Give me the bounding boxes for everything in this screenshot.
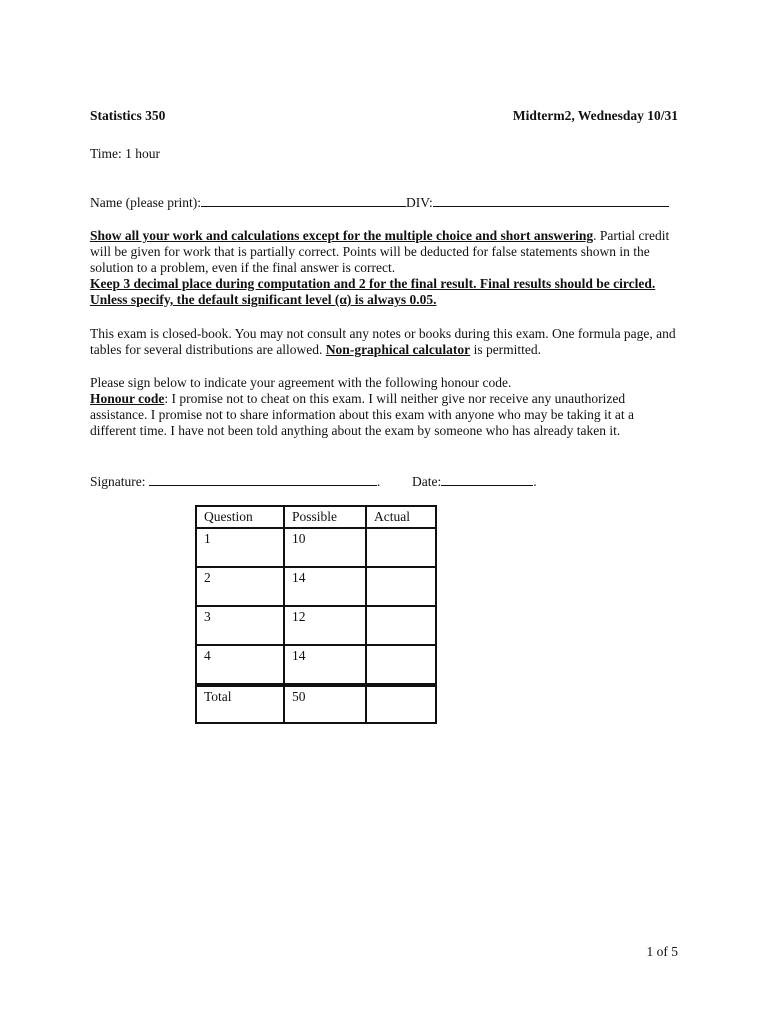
honour-text: : I promise not to cheat on this exam. I will neither give nor receive any unauthorized assistance. I promise not to share information about this exam with anyone who may be taking it at a different time. I have not been told anything about the exam by someone who has already taken it. — [90, 391, 634, 438]
decimal-instruction: Keep 3 decimal place during computation and 2 for the final result. Final results should be circled. — [90, 276, 656, 291]
header-possible: Possible — [284, 506, 366, 528]
actual-cell[interactable] — [366, 606, 436, 645]
date-dot: . — [533, 474, 537, 489]
significance-instruction: Unless specify, the default significant level (α) is always 0.05. — [90, 292, 437, 307]
page-number: 1 of 5 — [646, 944, 678, 959]
signature-row — [90, 473, 380, 490]
total-possible-cell: 50 — [284, 685, 366, 723]
div-blank[interactable] — [433, 194, 669, 207]
name-div-row — [90, 194, 680, 211]
show-work-instruction: Show all your work and calculations except for the multiple choice and short answering — [90, 228, 594, 243]
instructions-block — [90, 228, 678, 308]
date-label: Date: — [412, 474, 442, 489]
calculator-rule: Non-graphical calculator — [325, 342, 471, 357]
possible-cell: 10 — [284, 528, 366, 567]
question-cell: 1 — [196, 528, 284, 567]
actual-cell[interactable] — [366, 528, 436, 567]
possible-cell: 12 — [284, 606, 366, 645]
honour-section — [90, 375, 678, 439]
total-row — [196, 685, 436, 723]
exam-rules — [90, 326, 678, 358]
score-table — [195, 505, 437, 724]
signature-blank[interactable] — [149, 473, 377, 486]
table-row — [196, 606, 436, 645]
signature-dot: . — [376, 474, 381, 489]
total-actual-cell[interactable] — [366, 685, 436, 723]
closed-book-text: This exam is closed-book. You may not consult any notes or books during this exam. One formula page, and tables for several distributions are allowed. — [90, 326, 676, 357]
honour-intro: Please sign below to indicate your agreement with the following honour code. — [90, 375, 512, 390]
honour-label: Honour code — [90, 391, 165, 406]
calculator-tail: is permitted. — [470, 342, 542, 357]
date-blank[interactable] — [441, 473, 533, 486]
total-label-cell: Total — [196, 685, 284, 723]
possible-cell: 14 — [284, 645, 366, 685]
time-limit: Time: 1 hour — [90, 146, 161, 161]
possible-cell: 14 — [284, 567, 366, 606]
table-row — [196, 528, 436, 567]
table-row — [196, 645, 436, 685]
actual-cell[interactable] — [366, 645, 436, 685]
actual-cell[interactable] — [366, 567, 436, 606]
header-actual: Actual — [366, 506, 436, 528]
header-question: Question — [196, 506, 284, 528]
name-label: Name (please print): — [90, 195, 201, 210]
name-blank[interactable] — [201, 194, 406, 207]
question-cell: 4 — [196, 645, 284, 685]
question-cell: 3 — [196, 606, 284, 645]
div-label: DIV: — [405, 195, 433, 210]
date-row — [412, 473, 537, 490]
signature-label: Signature: — [90, 474, 146, 489]
table-header-row — [196, 506, 436, 528]
course-title: Statistics 350 — [90, 108, 166, 123]
table-row — [196, 567, 436, 606]
question-cell: 2 — [196, 567, 284, 606]
partial-credit-text: . Partial credit will be given for work that is partially correct. Points will be deducted for false statements shown in the solution to a problem, even if the final answer is correct. — [90, 228, 670, 275]
exam-title: Midterm2, Wednesday 10/31 — [512, 108, 678, 123]
